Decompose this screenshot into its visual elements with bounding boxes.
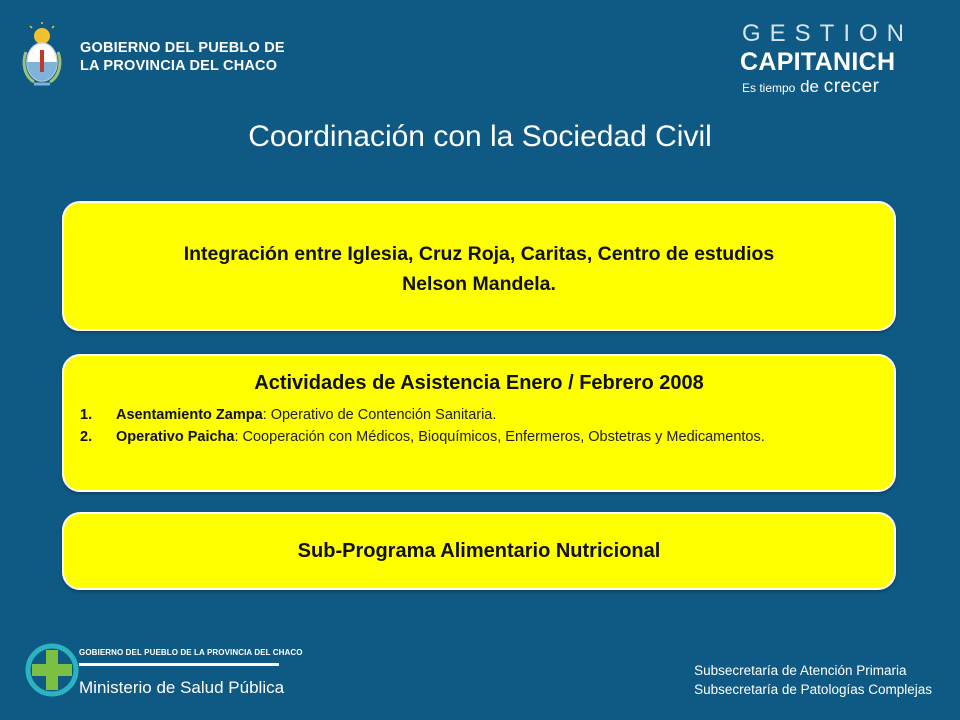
list-item-description: : Cooperación con Médicos, Bioquímicos, Enfermeros, Obstetras y Medicamentos.: [234, 429, 765, 445]
ministry-government-text: GOBIERNO DEL PUEBLO DE LA PROVINCIA DEL CHACO: [79, 648, 303, 657]
health-cross-icon: [22, 640, 82, 700]
list-item-number: 2.: [80, 429, 93, 445]
provincial-seal-icon: [20, 22, 64, 90]
brand-slogan: [742, 76, 880, 98]
subsecretariat-complex-pathologies: Subsecretaría de Patologías Complejas: [694, 682, 932, 697]
list-item-label: Operativo Paicha: [116, 429, 235, 445]
subsecretariats: [694, 661, 932, 699]
list-item: [80, 404, 836, 426]
list-item-label: Asentamiento Zampa: [116, 407, 263, 423]
nutrition-program-text: Sub-Programa Alimentario Nutricional: [297, 540, 661, 562]
integration-line2: Nelson Mandela.: [402, 273, 556, 295]
government-header: [20, 22, 320, 92]
brand-logo: [740, 20, 930, 100]
ministry-logo: [22, 640, 322, 704]
integration-text: [64, 239, 894, 299]
slogan-part2: de: [795, 77, 824, 96]
integration-line1: Integración entre Iglesia, Cruz Roja, Caritas, Centro de estudios: [183, 243, 775, 265]
activities-title: Actividades de Asistencia Enero / Febrero 2008: [254, 372, 704, 394]
subsecretariat-primary-care: Subsecretaría de Atención Primaria: [694, 663, 907, 678]
nutrition-program-box: [62, 512, 896, 590]
slogan-part3: crecer: [823, 76, 880, 97]
government-name-line2: LA PROVINCIA DEL CHACO: [80, 58, 278, 74]
list-item-description: : Operativo de Contención Sanitaria.: [262, 407, 497, 423]
list-item-number: 1.: [80, 407, 93, 423]
list-item: [80, 426, 836, 448]
brand-gestion: GESTION: [742, 20, 914, 47]
slogan-part1: Es tiempo: [742, 81, 796, 95]
activities-list: [80, 404, 836, 448]
ministry-divider: [79, 663, 279, 666]
ministry-name: Ministerio de Salud Pública: [79, 678, 285, 697]
slide-title: Coordinación con la Sociedad Civil: [248, 120, 712, 153]
integration-box: [62, 201, 896, 331]
government-name-line1: GOBIERNO DEL PUEBLO DE: [80, 40, 285, 56]
brand-capitanich: CAPITANICH: [740, 48, 896, 76]
activities-box: [62, 354, 896, 492]
